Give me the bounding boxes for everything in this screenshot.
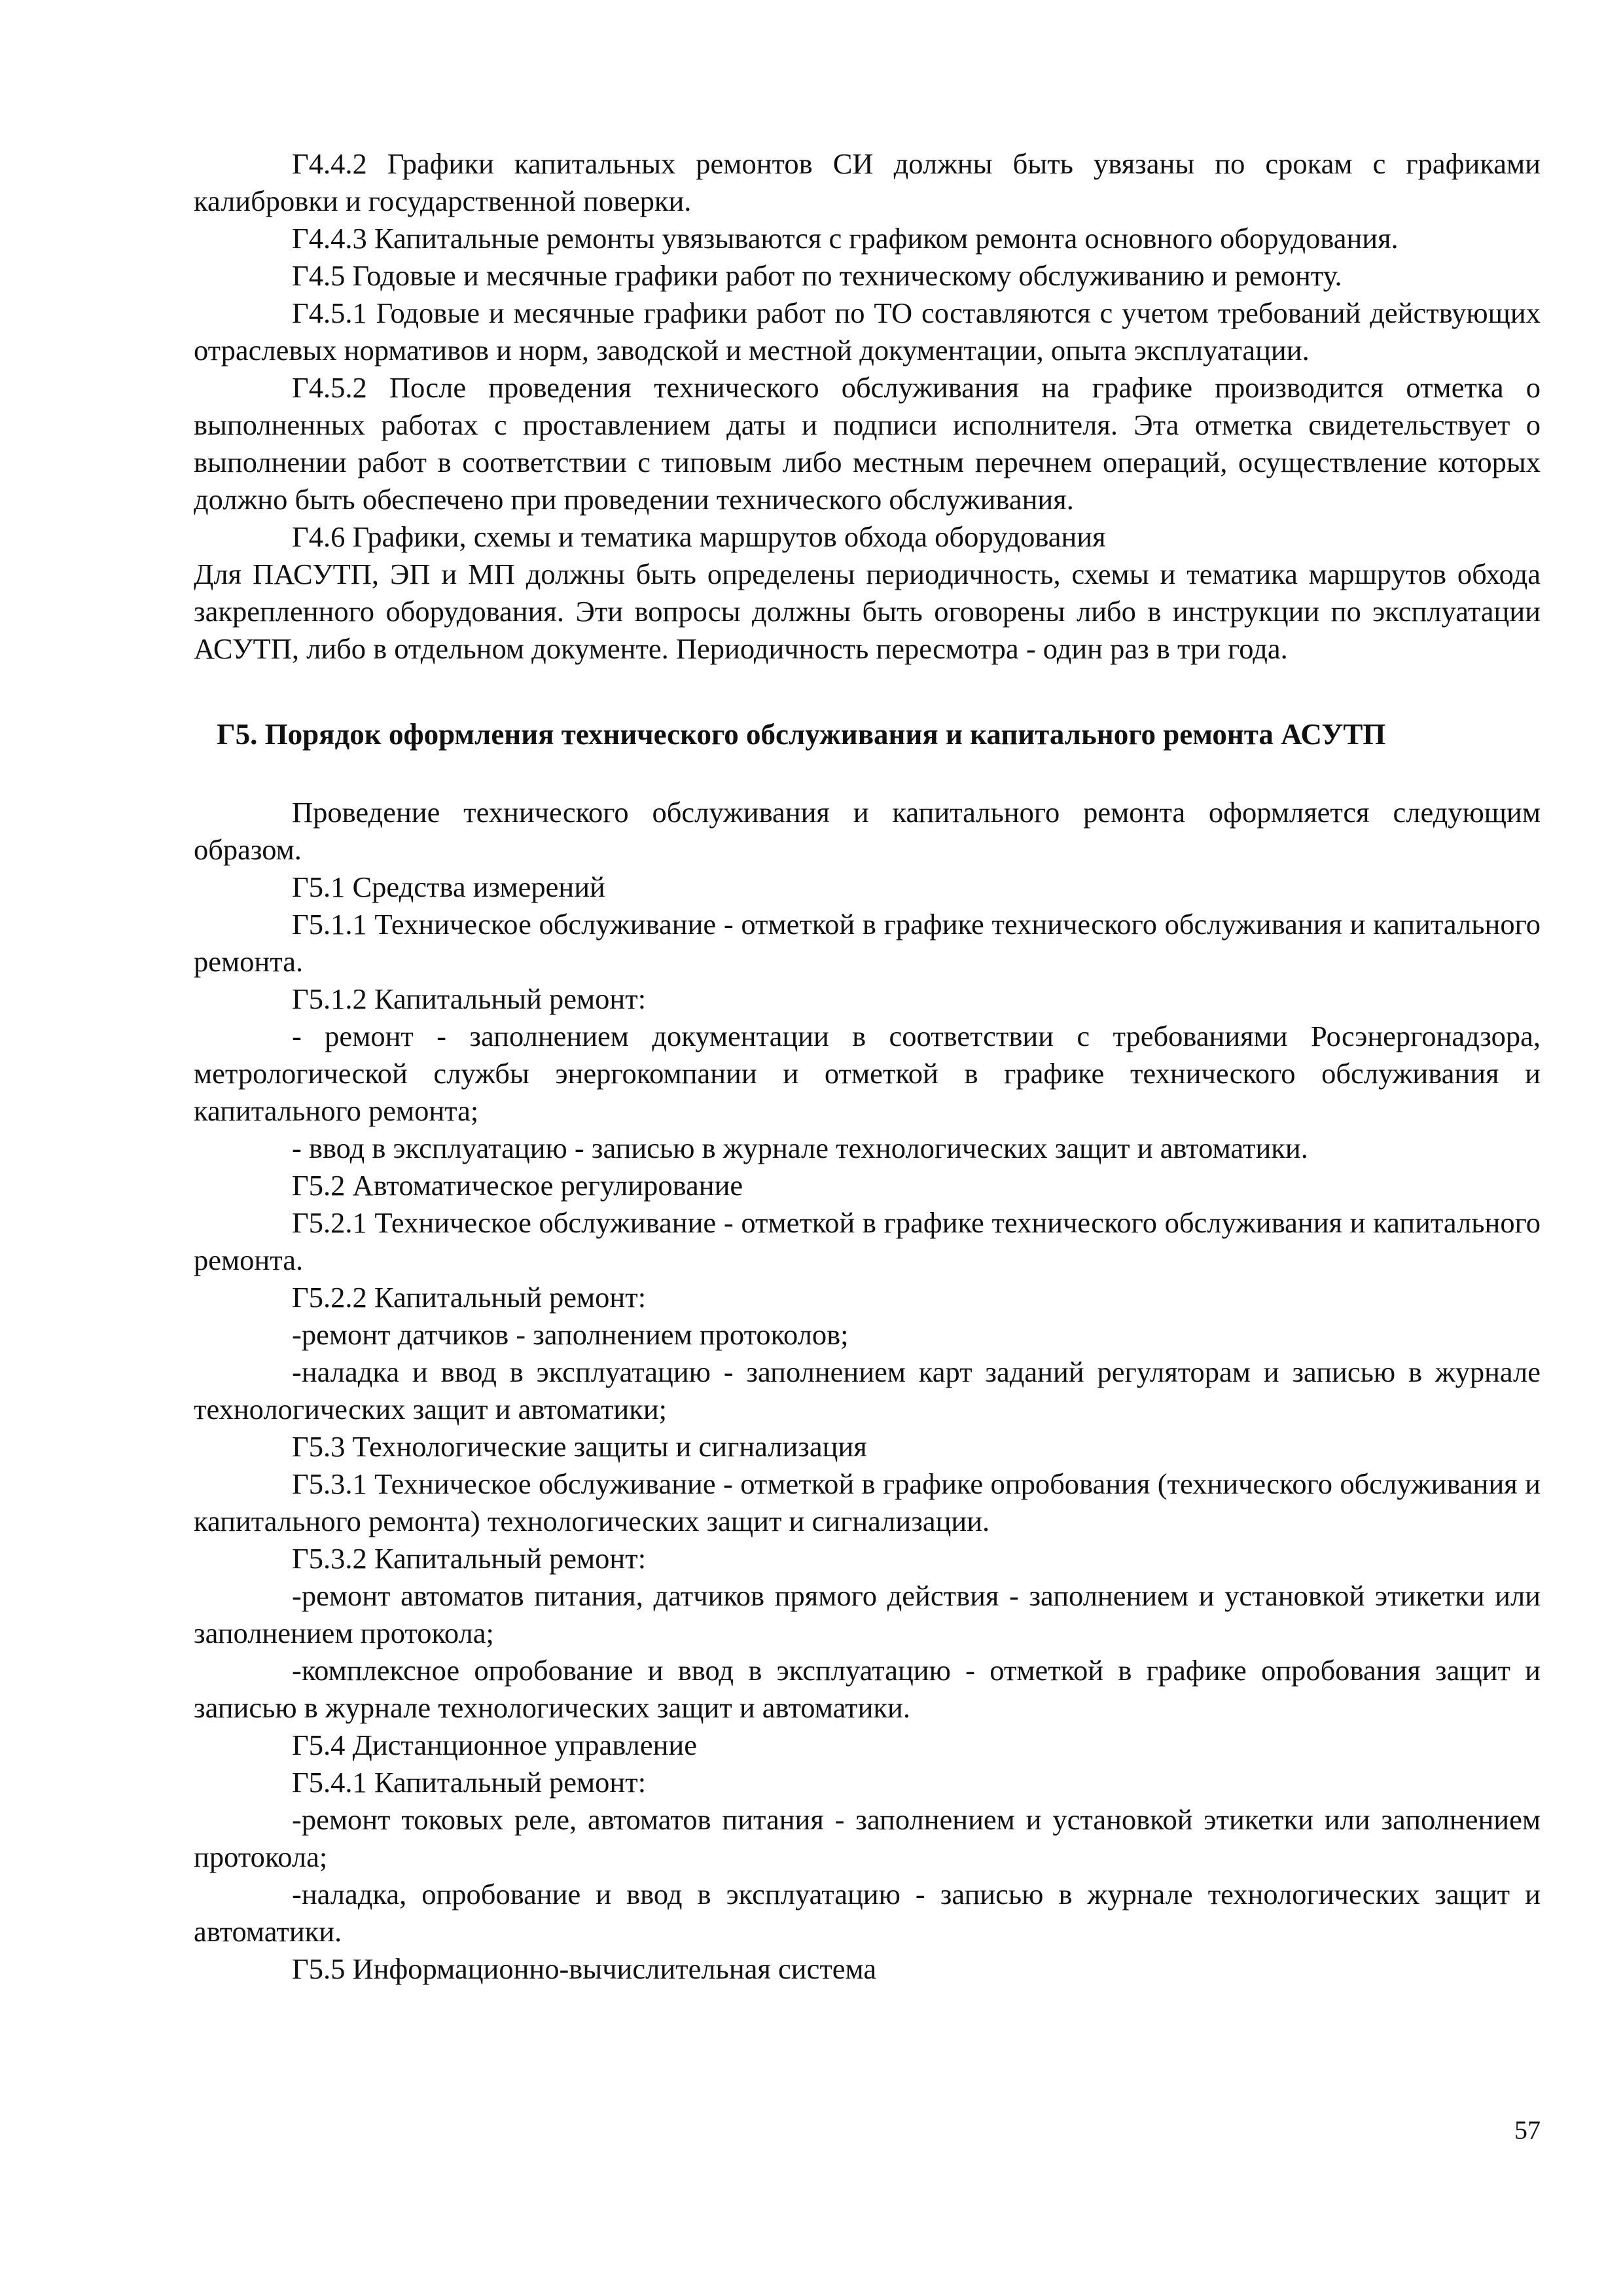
paragraph-g5-intro: Проведение технического обслуживания и капитального ремонта оформляется следующим образом. — [194, 796, 1541, 866]
paragraph-g5-1-2-repair: - ремонт - заполнением документации в соответствии с требованиями Росэнергонадзора, метрологической службы энергокомпании и отметкой в графике технического обслуживания и капитального ремонта; — [194, 1020, 1541, 1127]
paragraph-g5-2-2: Г5.2.2 Капитальный ремонт: — [292, 1281, 647, 1314]
paragraph-g5-1-2-commissioning: - ввод в эксплуатацию - записью в журнале технологических защит и автоматики. — [292, 1132, 1308, 1164]
paragraph-g4-4-2: Г4.4.2 Графики капитальных ремонтов СИ должны быть увязаны по срокам с графиками калибровки и государственной поверки. — [194, 147, 1541, 217]
paragraph-g5-2-2-sensors: -ремонт датчиков - заполнением протоколов; — [292, 1318, 849, 1351]
paragraph-g5-5: Г5.5 Информационно-вычислительная система — [292, 1952, 877, 1985]
paragraph-g5-1-1: Г5.1.1 Техническое обслуживание - отметкой в графике технического обслуживания и капитального ремонта. — [194, 908, 1541, 978]
paragraph-g5-4: Г5.4 Дистанционное управление — [292, 1729, 697, 1761]
paragraph-g5-3-2-testing: -комплексное опробование и ввод в эксплуатацию - отметкой в графике опробования защит и записью в журнале технологических защит и автоматики. — [194, 1654, 1541, 1724]
paragraph-g4-6: Г4.6 Графики, схемы и тематика маршрутов обхода оборудования — [292, 520, 1106, 553]
paragraph-g5-2: Г5.2 Автоматическое регулирование — [292, 1169, 743, 1202]
paragraph-g5-3-1: Г5.3.1 Техническое обслуживание - отметкой в графике опробования (технического обслуживания и капитального ремонта) технологических защит и сигнализации. — [194, 1467, 1541, 1537]
paragraph-g4-5: Г4.5 Годовые и месячные графики работ по техническому обслуживанию и ремонту. — [292, 259, 1342, 292]
paragraph-g4-5-1: Г4.5.1 Годовые и месячные графики работ по ТО составляются с учетом требований действующих отраслевых нормативов и норм, заводской и местной документации, опыта эксплуатации. — [194, 296, 1541, 367]
paragraph-g4-4-3: Г4.4.3 Капитальные ремонты увязываются с графиком ремонта основного оборудования. — [292, 222, 1399, 255]
paragraph-g5-2-1: Г5.2.1 Техническое обслуживание - отметкой в графике технического обслуживания и капитального ремонта. — [194, 1206, 1541, 1276]
paragraph-g4-6-body: Для ПАСУТП, ЭП и МП должны быть определены периодичность, схемы и тематика маршрутов обхода закрепленного оборудования. Эти вопросы должны быть оговорены либо в инструкции по эксплуатации АСУТП, либо в отдельном документе. Периодичность пересмотра - один раз в три года. — [194, 558, 1541, 665]
paragraph-g5-1-2: Г5.1.2 Капитальный ремонт: — [292, 982, 647, 1015]
paragraph-g5-3: Г5.3 Технологические защиты и сигнализация — [292, 1430, 867, 1463]
paragraph-g5-1: Г5.1 Средства измерений — [292, 870, 605, 903]
paragraph-g5-2-2-setup: -наладка и ввод в эксплуатацию - заполнением карт заданий регуляторам и записью в журнале технологических защит и автоматики; — [194, 1355, 1541, 1426]
paragraph-g5-3-2: Г5.3.2 Капитальный ремонт: — [292, 1542, 647, 1575]
paragraph-g5-4-1-setup: -наладка, опробование и ввод в эксплуатацию - записью в журнале технологических защит и автоматики. — [194, 1878, 1541, 1948]
page-number: 57 — [1514, 2115, 1541, 2145]
paragraph-g5-4-1-relays: -ремонт токовых реле, автоматов питания - заполнением и установкой этикетки или заполнением протокола; — [194, 1803, 1541, 1873]
paragraph-g5-3-2-repair: -ремонт автоматов питания, датчиков прямого действия - заполнением и установкой этикетки или заполнением протокола; — [194, 1579, 1541, 1649]
paragraph-g5-4-1: Г5.4.1 Капитальный ремонт: — [292, 1766, 647, 1799]
document-body — [194, 145, 1541, 1988]
section-heading-g5: Г5. Порядок оформления технического обслуживания и капитального ремонта АСУТП — [217, 718, 1386, 751]
paragraph-g4-5-2: Г4.5.2 После проведения технического обслуживания на графике производится отметка о выполненных работах с проставлением даты и подписи исполнителя. Эта отметка свидетельствует о выполнении работ в соответствии с типовым либо местным перечнем операций, осуществление которых должно быть обеспечено при проведении технического обслуживания. — [194, 371, 1541, 516]
